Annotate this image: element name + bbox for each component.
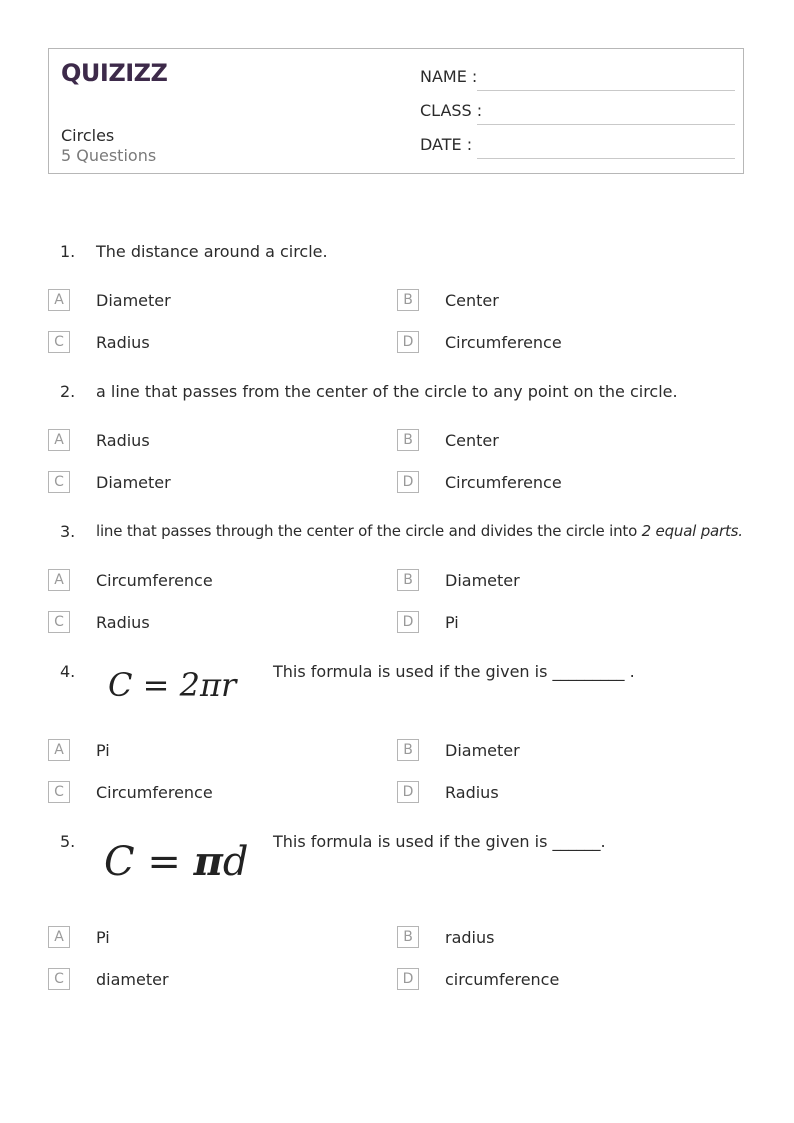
option-box-d[interactable]: D <box>397 968 419 990</box>
option-text-d: Circumference <box>445 473 562 492</box>
option-box-a[interactable]: A <box>48 289 70 311</box>
question-text: This formula is used if the given is _________ . <box>273 662 635 681</box>
worksheet-title: Circles <box>61 126 115 145</box>
question-text: This formula is used if the given is ______. <box>273 832 606 851</box>
class-line[interactable] <box>477 124 735 125</box>
option-text-b: Diameter <box>445 571 520 590</box>
option-box-d[interactable]: D <box>397 611 419 633</box>
option-box-a[interactable]: A <box>48 569 70 591</box>
question-number: 1. <box>60 242 76 261</box>
option-box-d[interactable]: D <box>397 471 419 493</box>
formula-image <box>108 666 236 704</box>
option-box-d[interactable]: D <box>397 781 419 803</box>
formula-equals: = <box>142 666 170 704</box>
option-text-a: Radius <box>96 431 150 450</box>
option-box-d[interactable]: D <box>397 331 419 353</box>
option-text-c: Diameter <box>96 473 171 492</box>
option-box-c[interactable]: C <box>48 611 70 633</box>
name-label: NAME : <box>420 67 478 86</box>
option-text-b: Center <box>445 431 499 450</box>
option-box-c[interactable]: C <box>48 781 70 803</box>
option-text-b: radius <box>445 928 495 947</box>
option-box-b[interactable]: B <box>397 739 419 761</box>
formula-lhs: C <box>104 839 135 885</box>
option-text-a: Pi <box>96 741 110 760</box>
option-text-c: Radius <box>96 613 150 632</box>
date-line[interactable] <box>477 158 735 159</box>
date-field[interactable] <box>420 135 735 159</box>
option-text-b: Center <box>445 291 499 310</box>
option-box-b[interactable]: B <box>397 926 419 948</box>
formula-rhs: d <box>222 839 249 885</box>
option-text-c: diameter <box>96 970 169 989</box>
option-box-a[interactable]: A <box>48 429 70 451</box>
question-text-italic: 2 equal parts. <box>641 522 743 540</box>
option-box-a[interactable]: A <box>48 739 70 761</box>
name-field[interactable] <box>420 67 735 91</box>
formula-equals: = <box>147 839 181 885</box>
formula-image <box>104 838 248 885</box>
formula-rhs: 2πr <box>179 666 237 704</box>
formula-lhs: C <box>108 666 133 704</box>
option-box-c[interactable]: C <box>48 968 70 990</box>
question-text <box>96 522 743 540</box>
name-line[interactable] <box>477 90 735 91</box>
option-box-b[interactable]: B <box>397 289 419 311</box>
option-text-d: circumference <box>445 970 560 989</box>
option-text-d: Radius <box>445 783 499 802</box>
option-box-b[interactable]: B <box>397 429 419 451</box>
question-number: 4. <box>60 662 76 681</box>
quizizz-logo: QUIZIZZ <box>61 59 168 87</box>
option-text-a: Diameter <box>96 291 171 310</box>
question-number: 5. <box>60 832 76 851</box>
question-number: 3. <box>60 522 76 541</box>
option-text-c: Circumference <box>96 783 213 802</box>
option-text-c: Radius <box>96 333 150 352</box>
question-text: a line that passes from the center of the circle to any point on the circle. <box>96 382 678 401</box>
option-text-b: Diameter <box>445 741 520 760</box>
option-text-d: Pi <box>445 613 459 632</box>
class-field[interactable] <box>420 101 735 125</box>
option-box-a[interactable]: A <box>48 926 70 948</box>
worksheet-header <box>48 48 744 174</box>
question-text: The distance around a circle. <box>96 242 328 261</box>
question-count: 5 Questions <box>61 146 157 165</box>
date-label: DATE : <box>420 135 473 154</box>
option-text-a: Pi <box>96 928 110 947</box>
option-box-c[interactable]: C <box>48 471 70 493</box>
option-box-c[interactable]: C <box>48 331 70 353</box>
question-text-main: line that passes through the center of the circle and divides the circle into <box>96 522 642 540</box>
option-box-b[interactable]: B <box>397 569 419 591</box>
question-number: 2. <box>60 382 76 401</box>
formula-pi: π <box>193 838 223 885</box>
option-text-d: Circumference <box>445 333 562 352</box>
class-label: CLASS : <box>420 101 483 120</box>
option-text-a: Circumference <box>96 571 213 590</box>
